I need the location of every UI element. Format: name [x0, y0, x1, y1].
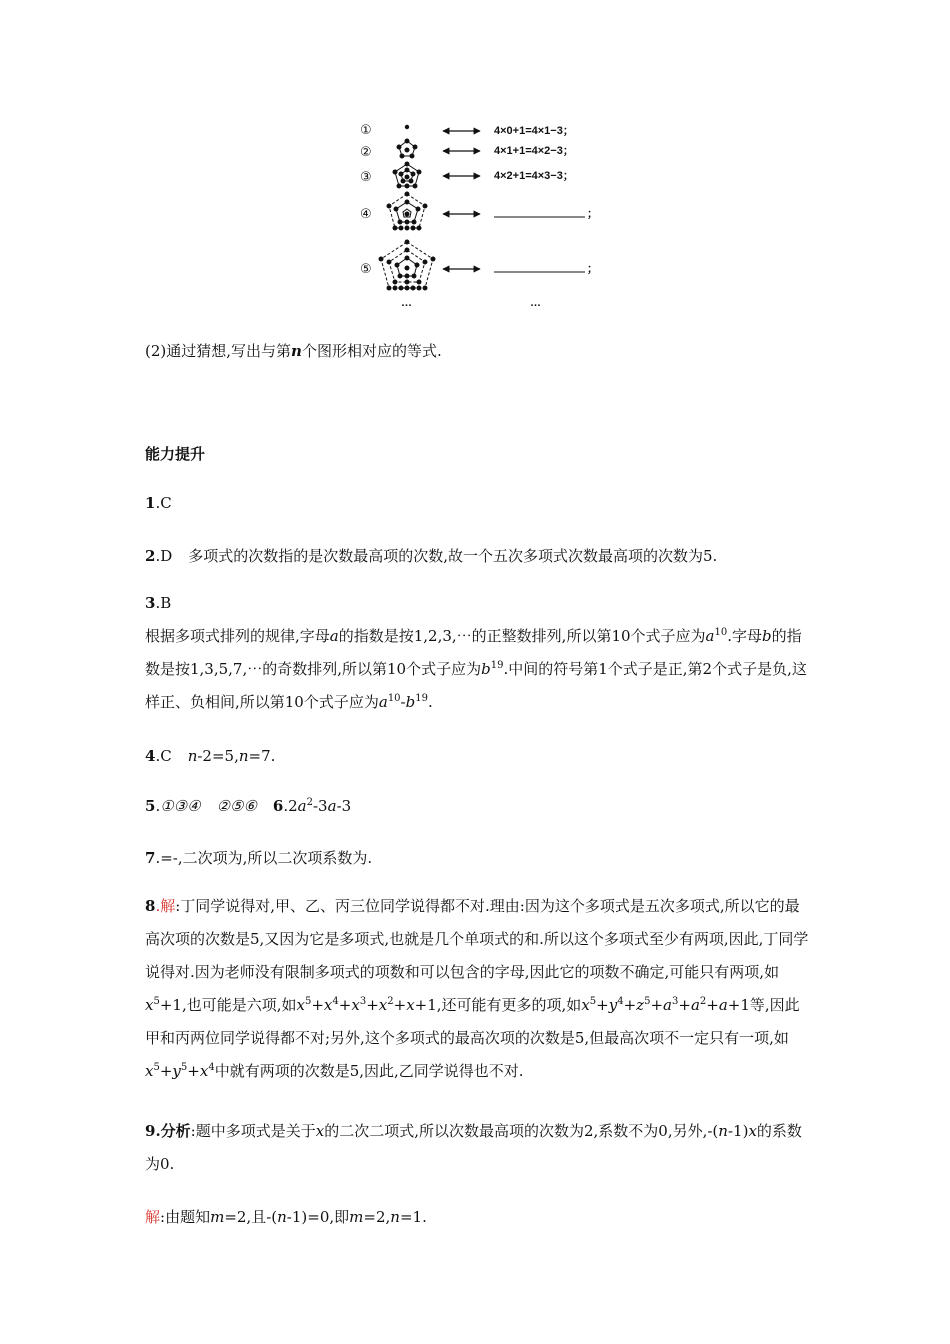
answer-number: 8 [145, 897, 156, 915]
answer-choice: .C [155, 747, 172, 765]
figure-ellipsis-right: … [530, 297, 541, 309]
answer-choice: .B [155, 594, 172, 612]
solution-label: .解 [155, 897, 176, 915]
figure-label-4: ④ [360, 206, 372, 221]
answer-number: 9 [145, 1122, 156, 1140]
answer-5-group-2: ②⑤⑥ [216, 797, 257, 815]
dot-shape-4 [387, 192, 427, 230]
answer-3-heading [145, 594, 171, 612]
answer-number: 5 [145, 797, 156, 815]
answer-1 [145, 494, 172, 512]
q2-pre: (2)通过猜想,写出与第 [145, 342, 292, 360]
equation-5-end: ； [587, 263, 598, 275]
answer-7 [145, 847, 372, 868]
answer-number: 3 [145, 594, 156, 612]
figure-label-5: ⑤ [360, 261, 372, 276]
answer-2 [145, 545, 717, 566]
equation-3: 4×2+1=4×3−3； [494, 170, 574, 182]
q2-n: n [291, 342, 302, 360]
section-title: 能力提升 [145, 445, 206, 463]
answer-5-6: 5.①③④ ②⑤⑥ $6.2a^2-3a-3$ [145, 797, 352, 815]
dot-shape-2 [397, 139, 417, 158]
answer-8: 8.解:丁同学说得对,甲、乙、丙三位同学说得都不对.理由:因为这个多项式是五次多项式,所以它的最高次项的次数是5,又因为它是多项式,也就是几个单项式的和.所以这个多项式至少有两项,因此,丁同学说得对.因为老师没有限制多项式的项数和可以包含的字母,因此它的项数不确定,可能只有两项,如$x^5+1$,也可能是六项,如$x^5+x^4+x^3+x^2+x+1$,还可能有更多的项,如$x^5+y^4+z^5+a^3+a^2+a+1$等,因此甲和丙两位同学说得都不对;另外,这个多项式的最高次项的次数是5,但最高次项不一定只有一项,如$x^5+y^5+x^4$中就有两项的次数是5,因此,乙同学说得也不对. [145, 897, 809, 1080]
answer-3-explanation: 根据多项式排列的规律,字母a的指数是按1,2,3,⋯的正整数排列,所以第10个式子应为$a^{10}$.字母b的指数是按1,3,5,7,⋯的奇数排列,所以第10个式子应为$b^{19}$.中间的符号第1个式子是正,第2个式子是负,这样正、负相间,所以第10个式子应为$a^{10}-b^{19}$. [145, 627, 807, 711]
answer-5-group-1: ①③④ [160, 797, 201, 815]
answer-number: 1 [145, 494, 156, 512]
dot-shape-1 [405, 125, 409, 129]
answer-explanation: 多项式的次数指的是次数最高项的次数,故一个五次多项式次数最高项的次数为5. [188, 547, 718, 565]
answer-9-solution: 解:由题知m=2,且-(n-1)=0,即m=2,n=1. [145, 1208, 427, 1226]
answer-number: 4 [145, 747, 156, 765]
figure-label-2: ② [360, 144, 372, 159]
question-2-text [145, 340, 442, 361]
equation-1: 4×0+1=4×1−3； [494, 125, 574, 137]
figure-label-3: ③ [360, 169, 372, 184]
figure-ellipsis-left: … [401, 297, 412, 309]
answer-choice: .C [155, 494, 172, 512]
analysis-label: .分析 [155, 1122, 191, 1140]
equation-4-end: ； [587, 208, 598, 220]
arrows [443, 131, 480, 269]
answer-9: 9.分析:题中多项式是关于x的二次二项式,所以次数最高项的次数为2,系数不为0,另外,-(n-1)x的系数为0. [145, 1122, 802, 1173]
answer-number: 7 [145, 849, 156, 867]
solution-label: 解 [145, 1208, 161, 1226]
pattern-figure [355, 116, 600, 316]
pattern-figure-svg [355, 116, 600, 316]
answer-choice: .D [155, 547, 173, 565]
figure-label-1: ① [360, 122, 372, 137]
equation-2: 4×1+1=4×2−3； [494, 145, 574, 157]
answer-number: 2 [145, 547, 156, 565]
dot-shape-3 [393, 162, 421, 188]
answer-4: 4.C n-2=5,n=7. [145, 747, 276, 765]
q2-post: 个图形相对应的等式. [301, 342, 442, 360]
dot-shape-5 [379, 240, 435, 290]
answer-explanation: .=-,二次项为,所以二次项系数为. [155, 849, 373, 867]
answer-number: 6 [272, 797, 284, 815]
